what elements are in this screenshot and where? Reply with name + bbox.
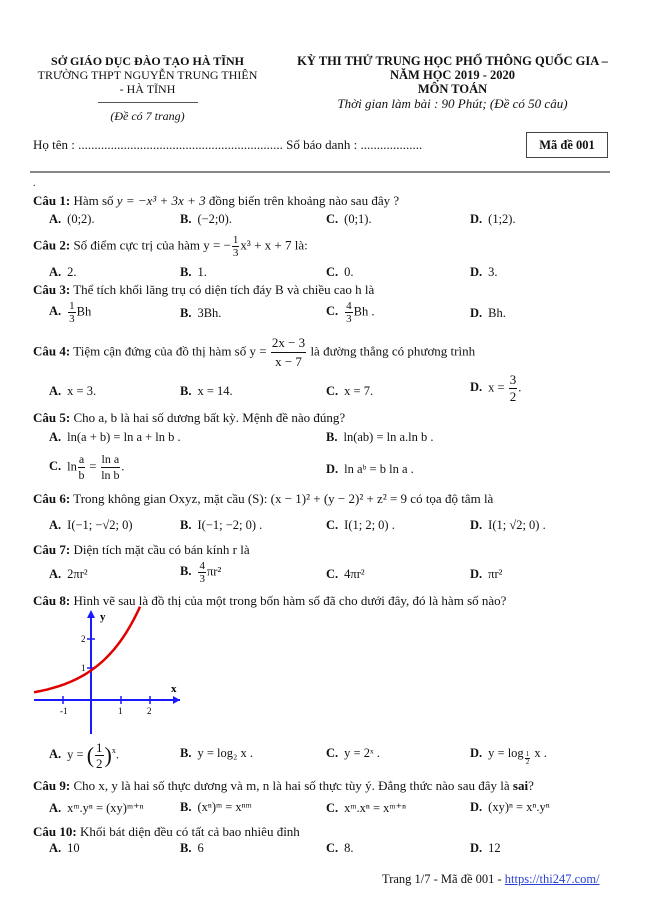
option-key: C. xyxy=(326,384,339,398)
option-key: A. xyxy=(49,567,62,581)
option-key: D. xyxy=(470,265,483,279)
option-key: C. xyxy=(326,801,339,815)
q1-option-c[interactable] xyxy=(326,212,372,227)
question-1 xyxy=(33,193,399,209)
q2-option-c[interactable] xyxy=(326,265,354,280)
option-key: A. xyxy=(49,212,62,226)
option-key: C. xyxy=(326,265,339,279)
option-key: C. xyxy=(49,459,62,474)
q5-option-d[interactable] xyxy=(326,462,414,477)
option-text: (xⁿ)ᵐ = xⁿᵐ xyxy=(197,800,252,814)
question-label: Câu 5: xyxy=(33,410,71,425)
pages-note: (Đề có 7 trang) xyxy=(110,109,185,123)
q4-option-c[interactable] xyxy=(326,384,373,399)
x-tick-label: 2 xyxy=(147,706,152,716)
option-text: I(1; 2; 0) . xyxy=(344,518,395,532)
question-text: Cho xyxy=(70,778,99,793)
question-math: x, y xyxy=(98,778,118,793)
option-key: B. xyxy=(180,212,192,226)
y-axis-label: y xyxy=(100,611,106,623)
x-tick-label: 1 xyxy=(118,706,123,716)
exam-title: KỲ THI THỬ TRUNG HỌC PHỔ THÔNG QUỐC GIA – xyxy=(297,54,608,68)
option-text: 1. xyxy=(197,265,207,279)
footer-text: Trang 1/7 - Mã đề 001 - xyxy=(382,872,505,886)
denominator: b xyxy=(78,468,85,482)
option-text: Bh xyxy=(76,304,92,319)
option-key: D. xyxy=(470,212,483,226)
numerator: 1 xyxy=(232,234,239,246)
question-6 xyxy=(33,491,493,507)
q10-option-c[interactable] xyxy=(326,841,354,856)
option-text: x = 14. xyxy=(197,384,233,398)
q5-option-a[interactable] xyxy=(49,430,181,445)
option-key: C. xyxy=(326,304,339,319)
option-text: y = xyxy=(67,747,87,762)
fraction xyxy=(509,372,518,405)
q7-option-d[interactable] xyxy=(470,567,502,582)
option-text: ln(a + b) = ln a + ln b . xyxy=(67,430,181,444)
option-text: 2. xyxy=(67,265,77,279)
q1-option-d[interactable] xyxy=(470,212,516,227)
option-key: B. xyxy=(180,265,192,279)
q8-option-b[interactable] xyxy=(180,746,253,761)
q3-option-a[interactable] xyxy=(49,300,91,325)
question-text: có tọa độ tâm là xyxy=(407,491,494,506)
option-key: A. xyxy=(49,518,62,532)
option-text: 12 xyxy=(488,841,501,855)
header-separator xyxy=(30,171,610,173)
question-text: là: xyxy=(291,237,308,253)
question-7 xyxy=(33,542,250,558)
x-tick-label: -1 xyxy=(60,706,68,716)
question-math: y = −x³ + 3x + 3 xyxy=(116,193,206,208)
fraction xyxy=(68,300,76,325)
fraction xyxy=(271,334,306,371)
header-left xyxy=(20,54,275,123)
q7-option-c[interactable] xyxy=(326,567,365,582)
q8-option-a[interactable]: A. y = ( $\frac{1}{2}$ )$^x$. xyxy=(49,740,119,771)
option-key: D. xyxy=(470,518,483,532)
option-key: D. xyxy=(470,306,483,320)
option-key: B. xyxy=(180,518,192,532)
numerator: 1 xyxy=(96,740,103,755)
numerator: 4 xyxy=(346,300,352,312)
school-name: TRƯỜNG THPT NGUYỄN TRUNG THIÊN xyxy=(37,68,258,82)
q2-option-d[interactable] xyxy=(470,265,498,280)
q8-option-c[interactable] xyxy=(326,746,380,761)
q5-option-b[interactable] xyxy=(326,430,433,445)
option-key: A. xyxy=(49,801,62,815)
option-text: Bh . xyxy=(353,304,375,319)
function-graph xyxy=(30,606,180,736)
question-3 xyxy=(33,282,374,298)
denominator: 2 xyxy=(509,389,517,404)
question-4 xyxy=(33,334,475,371)
q10-option-d[interactable] xyxy=(470,841,501,856)
denominator: ln b xyxy=(101,468,120,482)
question-text: Cho a, b là hai số dương bất kỳ. Mệnh đề nào đúng? xyxy=(70,410,346,425)
question-text: Thể tích khối lăng trụ có diện tích đáy B và chiều cao h là xyxy=(70,282,375,297)
q5-option-c[interactable]: C. ln $\frac{a}{b}$ = $\frac{\text{ln a}}{\text{ln b}}$ . xyxy=(49,452,125,482)
denominator: x − 7 xyxy=(275,354,302,369)
question-label: Câu 1: xyxy=(33,193,71,208)
q3-option-c[interactable] xyxy=(326,300,375,325)
q4-option-a[interactable] xyxy=(49,384,96,399)
q9-option-d[interactable] xyxy=(470,800,550,815)
question-math: (x − 1)² + (y − 2)² + z² = 9 xyxy=(270,491,408,506)
y-axis-arrow xyxy=(87,610,95,618)
q1-option-a[interactable] xyxy=(49,212,95,227)
question-text: Tiệm cận đứng của đồ thị hàm số xyxy=(70,343,250,359)
fraction xyxy=(101,452,121,483)
question-text: đồng biến trên khoảng nào sau đây ? xyxy=(205,193,400,208)
q9-option-c[interactable] xyxy=(326,800,406,816)
student-id-field: Số báo danh : ................... xyxy=(282,137,423,152)
question-10 xyxy=(33,824,300,840)
option-text: I(−1; −2; 0) . xyxy=(197,518,263,532)
option-text: Bh. xyxy=(488,306,506,320)
option-key: A. xyxy=(49,384,62,398)
option-text: 8. xyxy=(344,841,354,855)
question-math: y = − xyxy=(203,237,231,253)
fraction xyxy=(95,740,104,771)
numerator: 1 xyxy=(69,300,75,312)
option-text: xᵐ.xⁿ = xᵐ⁺ⁿ xyxy=(344,801,407,815)
question-text: Hình vẽ sau là đồ thị của một trong bốn hàm số đã cho dưới đây, đó là hàm số nào? xyxy=(70,593,507,608)
q6-option-b[interactable] xyxy=(180,518,262,533)
name-field: Họ tên : ............................................................... xyxy=(33,137,283,152)
denominator: 3 xyxy=(346,313,352,325)
page-footer xyxy=(382,872,600,887)
option-key: D. xyxy=(326,462,339,476)
q2-option-a[interactable] xyxy=(49,265,77,280)
option-text: 0. xyxy=(344,265,354,279)
option-key: C. xyxy=(326,746,339,760)
denominator: 3 xyxy=(199,573,205,585)
question-math: y = xyxy=(249,343,270,359)
option-text: 6 xyxy=(197,841,204,855)
option-key: D. xyxy=(470,567,483,581)
q10-option-b[interactable] xyxy=(180,841,204,856)
question-text: là hai số thực dương và xyxy=(117,778,247,793)
option-text: 3. xyxy=(488,265,498,279)
stray-dot: . xyxy=(33,178,36,189)
option-text: I(1; √2; 0) . xyxy=(488,518,546,532)
question-text: Hàm số xyxy=(70,193,117,208)
fraction xyxy=(525,751,531,766)
numerator: 3 xyxy=(509,372,517,387)
option-text: y = log₂ x . xyxy=(197,746,253,760)
option-text: x = xyxy=(488,380,508,395)
y-tick-label: 2 xyxy=(81,634,86,644)
school-location: - HÀ TĨNH xyxy=(119,82,176,96)
option-key: D. xyxy=(470,746,483,760)
option-key: C. xyxy=(326,567,339,581)
question-text: Diện tích mặt cầu có bán kính r là xyxy=(70,542,250,557)
option-key: A. xyxy=(49,841,62,855)
question-math: m, n xyxy=(246,778,270,793)
q3-option-b[interactable] xyxy=(180,306,221,321)
y-tick-label: 1 xyxy=(81,663,86,673)
q3-option-d[interactable] xyxy=(470,306,506,321)
option-text: x = 3. xyxy=(67,384,97,398)
q7-option-a[interactable] xyxy=(49,567,88,582)
q7-option-b[interactable] xyxy=(180,560,221,585)
option-key: B. xyxy=(180,841,192,855)
option-key: D. xyxy=(470,800,483,814)
x-axis-arrow xyxy=(173,696,180,704)
option-key: A. xyxy=(49,430,62,444)
option-key: A. xyxy=(49,747,62,762)
question-text: Khối bát diện đều có tất cả bao nhiêu đỉnh xyxy=(76,824,300,839)
q6-option-d[interactable] xyxy=(470,518,546,533)
option-text: y = log xyxy=(488,746,524,760)
option-text: xᵐ.yⁿ = (xy)ᵐ⁺ⁿ xyxy=(67,801,144,815)
option-key: C. xyxy=(326,518,339,532)
q4-option-d[interactable]: D. x = $\frac{3}{2}$ . xyxy=(470,372,522,404)
q4-option-b[interactable] xyxy=(180,384,233,399)
q9-option-a[interactable] xyxy=(49,800,144,816)
option-key: C. xyxy=(326,212,339,226)
q10-option-a[interactable] xyxy=(49,841,80,856)
question-2 xyxy=(33,234,308,259)
fraction xyxy=(232,234,240,259)
question-text: Trong không gian Oxyz, mặt cầu (S): xyxy=(70,491,271,506)
option-text: (0;1). xyxy=(344,212,372,226)
fraction xyxy=(78,452,85,483)
source-link[interactable]: https://thi247.com/ xyxy=(504,872,600,886)
question-label: Câu 2: xyxy=(33,237,71,253)
option-text: I(−1; −√2; 0) xyxy=(67,518,133,532)
x-axis-label: x xyxy=(171,683,177,695)
option-key: A. xyxy=(49,304,62,319)
q2-option-b[interactable] xyxy=(180,265,207,280)
option-text: πr² xyxy=(206,564,222,579)
question-label: Câu 7: xyxy=(33,542,71,557)
question-label: Câu 9: xyxy=(33,778,71,793)
numerator: a xyxy=(78,452,85,466)
option-text: 2πr² xyxy=(67,567,88,581)
option-key: A. xyxy=(49,265,62,279)
option-text: x = 7. xyxy=(344,384,374,398)
q9-option-b[interactable] xyxy=(180,800,252,815)
question-label: Câu 4: xyxy=(33,343,71,359)
option-key: D. xyxy=(470,380,483,395)
question-text: là hai số thực tùy ý. Đẳng thức nào sau đây là xyxy=(269,778,513,793)
emphasis-word: sai xyxy=(512,778,529,793)
denominator: 2 xyxy=(525,758,530,767)
option-text: (−2;0). xyxy=(197,212,232,226)
option-text: ln xyxy=(67,459,77,474)
exam-code-box: Mã đề 001 xyxy=(526,132,608,158)
fraction xyxy=(198,560,206,585)
option-text: (0;2). xyxy=(67,212,95,226)
option-text: πr² xyxy=(488,567,503,581)
q1-option-b[interactable] xyxy=(180,212,232,227)
q6-option-c[interactable] xyxy=(326,518,395,533)
fraction xyxy=(345,300,353,325)
question-label: Câu 10: xyxy=(33,824,77,839)
student-info xyxy=(33,137,422,153)
option-text: 10 xyxy=(67,841,80,855)
header-divider xyxy=(98,102,198,103)
option-key: B. xyxy=(180,306,192,320)
numerator: 2x − 3 xyxy=(271,334,306,353)
school-year: NĂM HỌC 2019 - 2020 xyxy=(390,68,515,82)
numerator: ln a xyxy=(101,452,120,466)
header-right xyxy=(270,54,635,112)
option-key: B. xyxy=(326,430,338,444)
denominator: 2 xyxy=(96,756,103,771)
option-key: B. xyxy=(180,746,192,760)
option-key: C. xyxy=(326,841,339,855)
q8-option-d[interactable]: D. y = log $_{\frac{1}{2}}$ x . xyxy=(470,746,547,767)
option-key: B. xyxy=(180,564,192,579)
question-text: Số điểm cực trị của hàm xyxy=(70,237,204,253)
exam-duration: Thời gian làm bài : 90 Phút; (Đề có 50 câu) xyxy=(337,96,568,111)
question-label: Câu 3: xyxy=(33,282,71,297)
option-text: (1;2). xyxy=(488,212,516,226)
question-label: Câu 6: xyxy=(33,491,71,506)
question-math: x³ + x + 7 xyxy=(240,237,292,253)
denominator: 3 xyxy=(69,313,75,325)
option-text: (xy)ⁿ = xⁿ.yⁿ xyxy=(488,800,550,814)
subject: MÔN TOÁN xyxy=(417,82,488,96)
option-key: B. xyxy=(180,384,192,398)
option-text: ln aᵇ = b ln a . xyxy=(344,462,414,476)
question-label: Câu 8: xyxy=(33,593,71,608)
option-text: 4πr² xyxy=(344,567,365,581)
question-text: là đường thẳng có phương trình xyxy=(307,343,476,359)
question-9 xyxy=(33,778,534,794)
q6-option-a[interactable] xyxy=(49,518,133,533)
option-key: B. xyxy=(180,800,192,814)
option-text: y = 2ˣ . xyxy=(344,746,380,760)
numerator: 4 xyxy=(199,560,205,572)
denominator: 3 xyxy=(232,247,239,259)
option-text: ln(ab) = ln a.ln b . xyxy=(343,430,434,444)
numerator: 1 xyxy=(525,750,530,759)
question-text: ? xyxy=(528,778,534,793)
department-name: SỞ GIÁO DỤC ĐÀO TẠO HÀ TĨNH xyxy=(51,54,244,68)
question-5 xyxy=(33,410,345,426)
exponential-curve xyxy=(34,607,140,693)
option-text: 3Bh. xyxy=(197,306,222,320)
option-key: D. xyxy=(470,841,483,855)
